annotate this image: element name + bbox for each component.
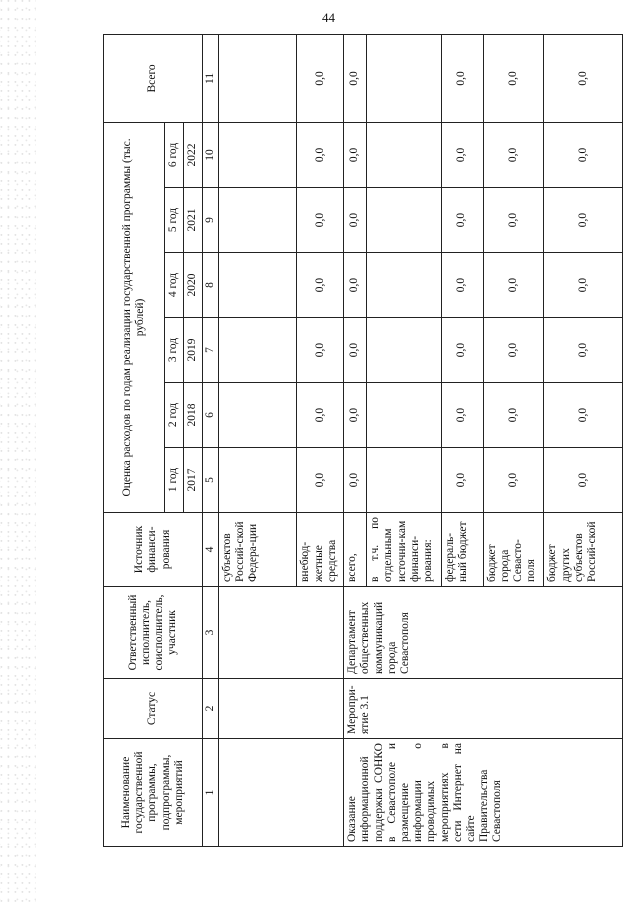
column-number: 6: [202, 383, 218, 448]
scan-noise: [0, 0, 36, 905]
source-cell: субъектов Россий-ской Федера-ции: [218, 513, 297, 587]
item-status: Меропри-ятие 3.1: [344, 679, 623, 739]
value-cell: 0,0: [483, 122, 544, 187]
page-number: 44: [322, 10, 335, 25]
column-number: 10: [202, 122, 218, 187]
value-cell: 0,0: [344, 383, 367, 448]
value-cell: 0,0: [297, 318, 344, 383]
column-number: 3: [202, 587, 218, 679]
value-cell: 0,0: [344, 122, 367, 187]
value-cell: [218, 448, 297, 513]
column-numbers-row: [202, 34, 218, 846]
value-cell: 0,0: [544, 188, 623, 253]
value-cell: 0,0: [483, 188, 544, 253]
name-cell-empty: [218, 739, 343, 847]
value-cell: 0,0: [344, 34, 367, 122]
value-cell: 0,0: [344, 253, 367, 318]
value-cell: 0,0: [483, 383, 544, 448]
value-cell: 0,0: [544, 318, 623, 383]
column-number: 7: [202, 318, 218, 383]
value-cell: 0,0: [441, 318, 483, 383]
value-cell: [218, 188, 297, 253]
header-row-1: [104, 34, 165, 846]
value-cell: 0,0: [544, 122, 623, 187]
source-cell: всего,: [344, 513, 367, 587]
column-number: 2: [202, 679, 218, 739]
header-year-label: 4 год: [164, 253, 183, 318]
header-executor: Ответственный исполнитель, соисполнитель, участник: [104, 587, 203, 679]
value-cell: [367, 318, 442, 383]
value-cell: 0,0: [441, 383, 483, 448]
table-row: [344, 34, 367, 846]
value-cell: [367, 188, 442, 253]
value-cell: 0,0: [483, 448, 544, 513]
source-cell: внебюд-жетные средства: [297, 513, 344, 587]
value-cell: 0,0: [483, 34, 544, 122]
value-cell: 0,0: [544, 253, 623, 318]
value-cell: 0,0: [297, 383, 344, 448]
header-year-label: 6 год: [164, 122, 183, 187]
column-number: 4: [202, 513, 218, 587]
source-cell: федераль-ный бюджет: [441, 513, 483, 587]
header-year-label: 1 год: [164, 448, 183, 513]
value-cell: [218, 253, 297, 318]
value-cell: 0,0: [297, 188, 344, 253]
value-cell: 0,0: [483, 318, 544, 383]
header-year: 2018: [183, 383, 202, 448]
header-year-label: 2 год: [164, 383, 183, 448]
value-cell: [218, 383, 297, 448]
header-year: 2022: [183, 122, 202, 187]
value-cell: 0,0: [441, 253, 483, 318]
value-cell: [218, 34, 297, 122]
table-row: [218, 34, 297, 846]
header-name: Наименование государственной программы, подпрограммы, мероприятий: [104, 739, 203, 847]
source-cell: бюджет других субъектов Россий-ской: [544, 513, 623, 587]
column-number: 1: [202, 739, 218, 847]
value-cell: 0,0: [544, 448, 623, 513]
value-cell: 0,0: [297, 34, 344, 122]
header-year-label: 5 год: [164, 188, 183, 253]
value-cell: 0,0: [441, 448, 483, 513]
item-name: Оказание информационной поддержки СОНКО в Севастополе и размещение информации о проводимых мероприятиях в сети Интернет на сайте Правительства Севастополя: [344, 739, 623, 847]
value-cell: [218, 122, 297, 187]
value-cell: 0,0: [441, 122, 483, 187]
source-cell: бюджет города Севасто-поля: [483, 513, 544, 587]
column-number: 5: [202, 448, 218, 513]
header-source: Источник финанси-рования: [104, 513, 203, 587]
header-year: 2021: [183, 188, 202, 253]
header-year: 2017: [183, 448, 202, 513]
column-number: 9: [202, 188, 218, 253]
value-cell: [367, 34, 442, 122]
column-number: 8: [202, 253, 218, 318]
value-cell: 0,0: [297, 448, 344, 513]
value-cell: 0,0: [544, 383, 623, 448]
executor-cell-empty: [218, 587, 343, 679]
rotated-table-wrapper: [103, 35, 623, 847]
status-cell-empty: [218, 679, 343, 739]
value-cell: [367, 122, 442, 187]
value-cell: 0,0: [544, 34, 623, 122]
value-cell: 0,0: [297, 253, 344, 318]
header-year-label: 3 год: [164, 318, 183, 383]
value-cell: 0,0: [483, 253, 544, 318]
source-cell: в т.ч. по отдельным источни-кам финанси-рования:: [367, 513, 442, 587]
value-cell: 0,0: [441, 34, 483, 122]
value-cell: [218, 318, 297, 383]
value-cell: 0,0: [297, 122, 344, 187]
value-cell: 0,0: [344, 188, 367, 253]
header-year: 2020: [183, 253, 202, 318]
value-cell: [367, 448, 442, 513]
value-cell: 0,0: [344, 448, 367, 513]
item-executor: Департамент общественных коммуникаций города Севастополя: [344, 587, 623, 679]
value-cell: [367, 383, 442, 448]
value-cell: [367, 253, 442, 318]
header-estimate: Оценка расходов по годам реализации государственной программы (тыс. рублей): [104, 122, 165, 512]
header-total: Всего: [104, 34, 203, 122]
value-cell: 0,0: [441, 188, 483, 253]
header-year: 2019: [183, 318, 202, 383]
value-cell: 0,0: [344, 318, 367, 383]
budget-table: [103, 34, 623, 847]
header-status: Статус: [104, 679, 203, 739]
column-number: 11: [202, 34, 218, 122]
